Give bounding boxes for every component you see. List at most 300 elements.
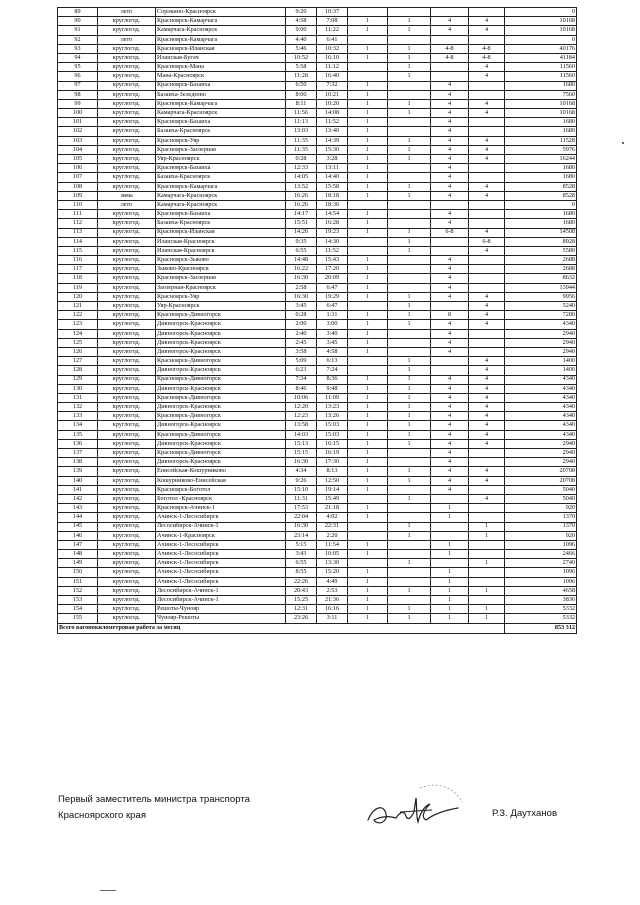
row-col7: 1	[388, 155, 431, 164]
row-route: Ачинск-1-Лесосибирск	[156, 550, 286, 559]
row-car-km: 1370	[505, 513, 577, 522]
row-col7: 1	[388, 136, 431, 145]
row-col9	[469, 596, 505, 605]
row-col9	[469, 513, 505, 522]
row-number: 98	[58, 90, 98, 99]
row-route: Дивногорск-Красноярск	[156, 320, 286, 329]
row-departure: 17:53	[286, 504, 317, 513]
row-departure: 15:51	[286, 219, 317, 228]
row-arrival: 11:54	[317, 540, 348, 549]
row-col9: 4	[469, 292, 505, 301]
row-route: Красноярск-Дивногорск	[156, 393, 286, 402]
row-col8	[431, 246, 469, 255]
row-col8: 4	[431, 393, 469, 402]
row-car-km: 1680	[505, 164, 577, 173]
row-col8: 4	[431, 164, 469, 173]
row-col8: 4	[431, 320, 469, 329]
table-row	[58, 302, 577, 311]
row-col6: 1	[348, 540, 388, 549]
row-period: круглогод.	[98, 494, 156, 503]
row-arrival: 19:14	[317, 485, 348, 494]
row-col6: 1	[348, 81, 388, 90]
row-col8: 4	[431, 439, 469, 448]
row-period: круглогод.	[98, 72, 156, 81]
row-col8: 4	[431, 449, 469, 458]
row-period: круглогод.	[98, 256, 156, 265]
row-arrival: 10:21	[317, 90, 348, 99]
row-col8: 4	[431, 109, 469, 118]
row-col9: 6-8	[469, 237, 505, 246]
row-col8: 4	[431, 283, 469, 292]
row-arrival: 17:30	[317, 458, 348, 467]
total-row	[58, 623, 577, 633]
row-col9	[469, 338, 505, 347]
row-arrival: 21:18	[317, 504, 348, 513]
row-number: 95	[58, 63, 98, 72]
row-route: Кошурниково-Енисейская	[156, 476, 286, 485]
row-col7	[388, 8, 431, 17]
row-car-km: 1096	[505, 577, 577, 586]
row-col8: 1	[431, 568, 469, 577]
row-period: круглогод.	[98, 568, 156, 577]
table-row	[58, 8, 577, 17]
row-departure: 2:40	[286, 329, 317, 338]
row-col6: 1	[348, 449, 388, 458]
row-departure: 4:58	[286, 17, 317, 26]
row-period: круглогод.	[98, 476, 156, 485]
row-col6: 1	[348, 136, 388, 145]
row-period: круглогод.	[98, 550, 156, 559]
row-col7: 1	[388, 145, 431, 154]
row-period: круглогод.	[98, 63, 156, 72]
row-departure: 13:03	[286, 127, 317, 136]
row-col7	[388, 210, 431, 219]
row-arrival: 3:00	[317, 320, 348, 329]
row-car-km: 5976	[505, 145, 577, 154]
row-col7	[388, 550, 431, 559]
table-row	[58, 338, 577, 347]
table-row	[58, 81, 577, 90]
row-departure: 3:45	[286, 302, 317, 311]
row-col9	[469, 550, 505, 559]
row-col6	[348, 559, 388, 568]
row-col8: 1	[431, 605, 469, 614]
row-car-km: 3836	[505, 596, 577, 605]
row-col6: 1	[348, 504, 388, 513]
row-car-km: 4340	[505, 421, 577, 430]
row-number: 152	[58, 586, 98, 595]
row-route: Базаиха-Красноярск	[156, 127, 286, 136]
row-car-km: 9956	[505, 292, 577, 301]
row-number: 137	[58, 449, 98, 458]
row-period: круглогод.	[98, 182, 156, 191]
row-route: Красноярск-Уяр	[156, 292, 286, 301]
row-route: Красноярск-Камарчага	[156, 182, 286, 191]
row-number: 92	[58, 35, 98, 44]
row-arrival: 15:30	[317, 145, 348, 154]
row-col9	[469, 90, 505, 99]
row-col7: 1	[388, 26, 431, 35]
row-period: круглогод.	[98, 164, 156, 173]
row-col6: 1	[348, 347, 388, 356]
row-route: Ачинск-1-Лесосибирск	[156, 577, 286, 586]
row-number: 106	[58, 164, 98, 173]
row-departure: 6:23	[286, 366, 317, 375]
row-col6: 1	[348, 393, 388, 402]
row-car-km: 1096	[505, 540, 577, 549]
row-number: 138	[58, 458, 98, 467]
row-col7: 1	[388, 63, 431, 72]
row-route: Базаиха-Зеледеево	[156, 90, 286, 99]
row-arrival: 2:53	[317, 586, 348, 595]
row-period: круглогод.	[98, 329, 156, 338]
row-col6: 1	[348, 274, 388, 283]
row-period: круглогод.	[98, 467, 156, 476]
row-number: 90	[58, 17, 98, 26]
row-arrival: 11:22	[317, 26, 348, 35]
row-col7: 1	[388, 494, 431, 503]
row-col6	[348, 357, 388, 366]
row-route: Дивногорск-Красноярск	[156, 366, 286, 375]
row-col6: 1	[348, 155, 388, 164]
table-row	[58, 596, 577, 605]
row-col9: 4	[469, 357, 505, 366]
row-col7: 1	[388, 384, 431, 393]
row-period: круглогод.	[98, 596, 156, 605]
row-route: Дивногорск-Красноярск	[156, 347, 286, 356]
row-departure: 6:55	[286, 246, 317, 255]
row-col7	[388, 265, 431, 274]
row-col6: 1	[348, 430, 388, 439]
row-col8	[431, 357, 469, 366]
row-arrival: 1:31	[317, 311, 348, 320]
row-route: Красноярск-Заозерная	[156, 145, 286, 154]
row-car-km: 8928	[505, 237, 577, 246]
row-col9: 4	[469, 182, 505, 191]
row-car-km: 2940	[505, 338, 577, 347]
row-number: 140	[58, 476, 98, 485]
row-col6	[348, 302, 388, 311]
row-col6: 1	[348, 476, 388, 485]
row-departure: 13:52	[286, 182, 317, 191]
row-number: 122	[58, 311, 98, 320]
row-col8: 4	[431, 26, 469, 35]
row-col8	[431, 35, 469, 44]
row-route: Решоты-Чунояр	[156, 605, 286, 614]
table-row	[58, 494, 577, 503]
row-arrival: 3:40	[317, 329, 348, 338]
row-arrival: 11:09	[317, 393, 348, 402]
row-departure: 12:33	[286, 164, 317, 173]
row-col7: 1	[388, 412, 431, 421]
row-col9: 4	[469, 136, 505, 145]
row-car-km: 20708	[505, 476, 577, 485]
row-arrival: 15:03	[317, 430, 348, 439]
row-route: Дивногорск-Красноярск	[156, 338, 286, 347]
row-number: 144	[58, 513, 98, 522]
row-col9	[469, 8, 505, 17]
row-col8	[431, 522, 469, 531]
row-col7	[388, 200, 431, 209]
handwritten-signature-icon	[360, 776, 470, 836]
row-arrival: 8:13	[317, 467, 348, 476]
row-departure: 2:45	[286, 338, 317, 347]
row-col9	[469, 274, 505, 283]
row-departure: 8:46	[286, 384, 317, 393]
row-departure: 16:22	[286, 265, 317, 274]
row-number: 101	[58, 118, 98, 127]
row-route: Красноярск-Дивногорск	[156, 311, 286, 320]
table-row	[58, 99, 577, 108]
row-route: Красноярск-Базаиха	[156, 118, 286, 127]
row-col8: 4	[431, 191, 469, 200]
row-col9: 4	[469, 302, 505, 311]
row-departure: 4:34	[286, 467, 317, 476]
row-period: круглогод.	[98, 26, 156, 35]
row-arrival: 6:47	[317, 302, 348, 311]
row-col6: 1	[348, 173, 388, 182]
table-row	[58, 274, 577, 283]
row-departure: 14:26	[286, 228, 317, 237]
row-period: круглогод.	[98, 393, 156, 402]
row-period: круглогод.	[98, 274, 156, 283]
row-col6: 1	[348, 403, 388, 412]
row-departure: 16:30	[286, 522, 317, 531]
table-row	[58, 173, 577, 182]
row-col8: 4	[431, 338, 469, 347]
table-row	[58, 439, 577, 448]
table-row	[58, 155, 577, 164]
row-col7: 1	[388, 467, 431, 476]
row-number: 136	[58, 439, 98, 448]
row-car-km: 1400	[505, 366, 577, 375]
row-col7	[388, 568, 431, 577]
row-number: 114	[58, 237, 98, 246]
table-row	[58, 347, 577, 356]
row-col8: 4	[431, 421, 469, 430]
row-period: круглогод.	[98, 586, 156, 595]
row-col8	[431, 302, 469, 311]
row-period: круглогод.	[98, 439, 156, 448]
row-departure: 5:09	[286, 357, 317, 366]
table-row	[58, 53, 577, 62]
row-departure: 5:46	[286, 44, 317, 53]
row-col7: 1	[388, 366, 431, 375]
row-number: 118	[58, 274, 98, 283]
row-col7	[388, 458, 431, 467]
row-car-km: 4340	[505, 403, 577, 412]
row-period: круглогод.	[98, 320, 156, 329]
row-col7: 1	[388, 17, 431, 26]
table-row	[58, 320, 577, 329]
row-col8: 4	[431, 210, 469, 219]
table-row	[58, 35, 577, 44]
row-arrival: 15:43	[317, 256, 348, 265]
row-col8: 4	[431, 90, 469, 99]
row-col7: 1	[388, 44, 431, 53]
row-route: Красноярск-Ачинск-1	[156, 504, 286, 513]
row-col7: 1	[388, 430, 431, 439]
row-arrival: 16:15	[317, 439, 348, 448]
row-col8: 4	[431, 403, 469, 412]
table-row	[58, 384, 577, 393]
row-col6	[348, 522, 388, 531]
row-col8: 4	[431, 173, 469, 182]
row-number: 135	[58, 430, 98, 439]
row-number: 155	[58, 614, 98, 623]
row-departure: 16:30	[286, 458, 317, 467]
row-route: Красноярск-Камарчага	[156, 35, 286, 44]
table-row	[58, 421, 577, 430]
row-number: 145	[58, 522, 98, 531]
row-car-km: 11560	[505, 72, 577, 81]
row-col8: 4	[431, 485, 469, 494]
row-col6: 1	[348, 586, 388, 595]
row-arrival: 8:36	[317, 375, 348, 384]
row-car-km: 11560	[505, 63, 577, 72]
row-departure: 0:28	[286, 155, 317, 164]
table-row	[58, 412, 577, 421]
row-period: круглогод.	[98, 458, 156, 467]
row-arrival: 6:13	[317, 357, 348, 366]
row-col7: 1	[388, 357, 431, 366]
row-car-km: 1680	[505, 81, 577, 90]
row-route: Красноярск-Базаиха	[156, 210, 286, 219]
row-arrival: 15:03	[317, 421, 348, 430]
row-col6: 1	[348, 265, 388, 274]
table-row	[58, 26, 577, 35]
row-departure: 15:10	[286, 485, 317, 494]
table-row	[58, 586, 577, 595]
row-period: круглогод.	[98, 237, 156, 246]
row-car-km: 5332	[505, 605, 577, 614]
row-route: Дивногорск-Красноярск	[156, 384, 286, 393]
row-col8	[431, 63, 469, 72]
row-number: 148	[58, 550, 98, 559]
row-col6	[348, 531, 388, 540]
row-route: Заозерная-Красноярск	[156, 283, 286, 292]
table-row	[58, 467, 577, 476]
row-car-km: 1680	[505, 210, 577, 219]
row-period: круглогод.	[98, 145, 156, 154]
row-col6	[348, 246, 388, 255]
row-col9: 4	[469, 393, 505, 402]
table-row	[58, 265, 577, 274]
row-arrival: 22:31	[317, 522, 348, 531]
row-departure: 22:04	[286, 513, 317, 522]
row-col8	[431, 237, 469, 246]
row-col6: 1	[348, 90, 388, 99]
row-col8: 4	[431, 329, 469, 338]
row-route: Красноярск-Дивногорск	[156, 430, 286, 439]
row-col8: 4	[431, 458, 469, 467]
row-col7: 1	[388, 559, 431, 568]
row-col8: 1	[431, 614, 469, 623]
row-period: круглогод.	[98, 302, 156, 311]
row-col7: 1	[388, 476, 431, 485]
row-arrival: 3:45	[317, 338, 348, 347]
row-col8	[431, 200, 469, 209]
row-col9: 4	[469, 17, 505, 26]
row-route: Красноярск-Иланская	[156, 44, 286, 53]
row-col6: 1	[348, 458, 388, 467]
row-number: 127	[58, 357, 98, 366]
row-col8	[431, 559, 469, 568]
row-col9: 4	[469, 384, 505, 393]
table-row	[58, 559, 577, 568]
row-period: круглогод.	[98, 90, 156, 99]
row-col7: 1	[388, 531, 431, 540]
table-row	[58, 17, 577, 26]
row-period: круглогод.	[98, 228, 156, 237]
row-col6: 1	[348, 219, 388, 228]
row-col8: 4-8	[431, 53, 469, 62]
row-col9: 4	[469, 430, 505, 439]
row-col6: 1	[348, 605, 388, 614]
row-arrival: 11:52	[317, 118, 348, 127]
row-period: круглогод.	[98, 522, 156, 531]
row-col7: 1	[388, 292, 431, 301]
row-period: зима	[98, 191, 156, 200]
row-car-km: 1400	[505, 357, 577, 366]
row-col9	[469, 118, 505, 127]
row-col9: 4	[469, 63, 505, 72]
row-col9: 4	[469, 145, 505, 154]
row-col7: 1	[388, 191, 431, 200]
row-route: Красноярск-Камарчага	[156, 99, 286, 108]
row-departure: 3:43	[286, 550, 317, 559]
row-number: 128	[58, 366, 98, 375]
row-col9	[469, 540, 505, 549]
row-arrival: 19:29	[317, 292, 348, 301]
row-car-km: 10168	[505, 26, 577, 35]
row-col7	[388, 449, 431, 458]
row-col8: 4	[431, 99, 469, 108]
row-col6: 1	[348, 577, 388, 586]
row-number: 124	[58, 329, 98, 338]
row-car-km: 5040	[505, 494, 577, 503]
row-col7: 1	[388, 586, 431, 595]
row-period: круглогод.	[98, 265, 156, 274]
row-number: 113	[58, 228, 98, 237]
row-arrival: 16:16	[317, 605, 348, 614]
row-col8: 4	[431, 81, 469, 90]
row-col9: 4	[469, 403, 505, 412]
table-row	[58, 504, 577, 513]
row-col6: 1	[348, 329, 388, 338]
row-period: круглогод.	[98, 384, 156, 393]
row-col6: 1	[348, 412, 388, 421]
row-route: Уяр-Красноярск	[156, 155, 286, 164]
table-row	[58, 540, 577, 549]
row-col8: 4	[431, 384, 469, 393]
row-route: Зыково-Красноярск	[156, 265, 286, 274]
row-col9	[469, 449, 505, 458]
row-number: 107	[58, 173, 98, 182]
row-arrival: 14:08	[317, 109, 348, 118]
table-row	[58, 531, 577, 540]
row-route: Лесосибирск-Ачинск-1	[156, 586, 286, 595]
row-col9: 4	[469, 228, 505, 237]
table-row	[58, 357, 577, 366]
row-col7: 1	[388, 605, 431, 614]
row-col6: 1	[348, 384, 388, 393]
row-col7	[388, 577, 431, 586]
row-route: Дивногорск-Красноярск	[156, 403, 286, 412]
table-row	[58, 485, 577, 494]
row-departure: 11:35	[286, 145, 317, 154]
row-col6: 1	[348, 228, 388, 237]
